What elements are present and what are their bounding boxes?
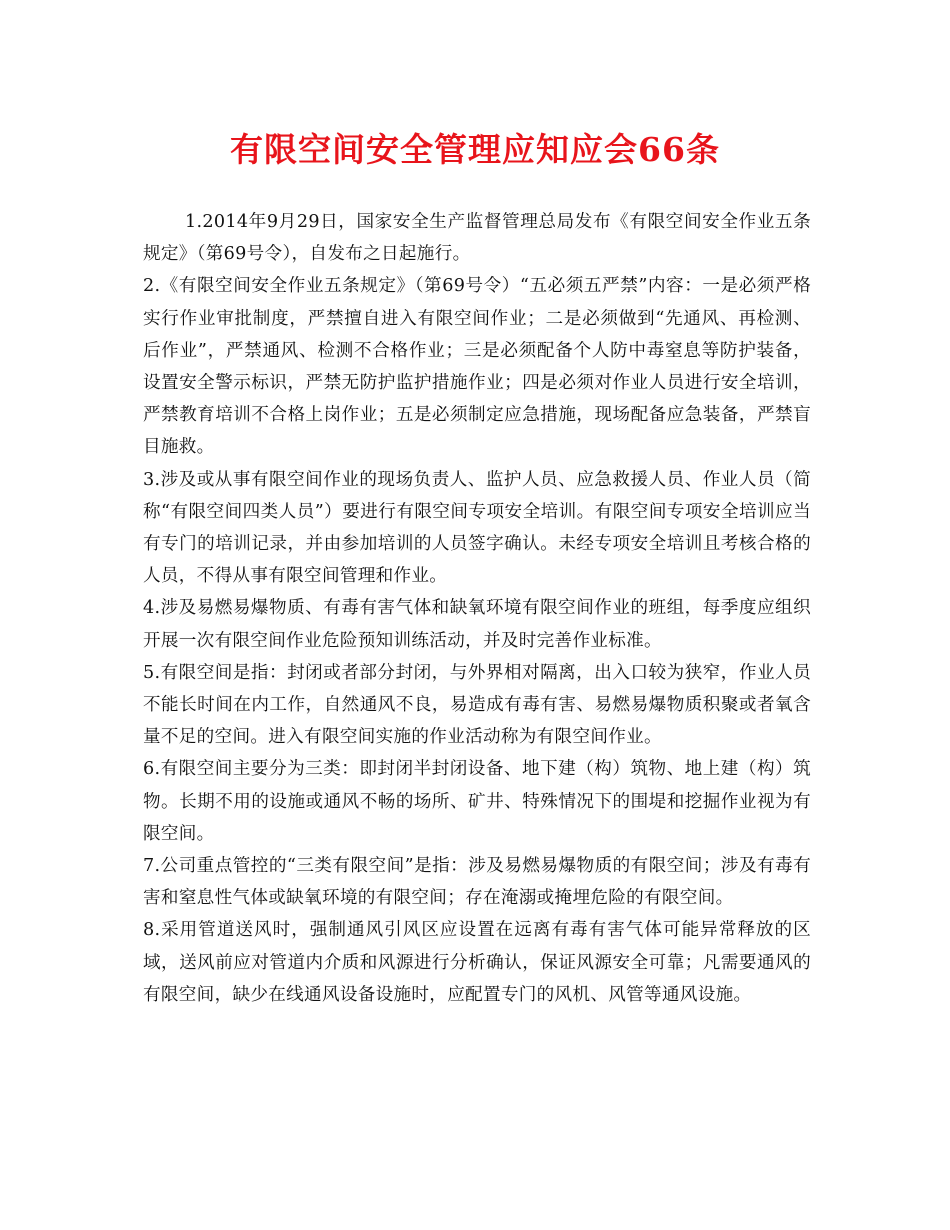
document-body	[143, 206, 811, 1011]
paragraph-1: 1.2014年9月29日，国家安全生产监督管理总局发布《有限空间安全作业五条规定》（第69号令），自发布之日起施行。	[143, 212, 811, 265]
paragraph-5: 5.有限空间是指：封闭或者部分封闭，与外界相对隔离，出入口较为狭窄，作业人员不能长时间在内工作，自然通风不良，易造成有毒有害、易燃易爆物质积聚或者氧含量不足的空间。进入有限空间实施的作业活动称为有限空间作业。	[143, 662, 811, 748]
paragraph-2: 2.《有限空间安全作业五条规定》（第69号令）“五必须五严禁”内容：一是必须严格实行作业审批制度，严禁擅自进入有限空间作业；二是必须做到“先通风、再检测、后作业”，严禁通风、检测不合格作业；三是必须配备个人防中毒窒息等防护装备，设置安全警示标识，严禁无防护监护措施作业；四是必须对作业人员进行安全培训，严禁教育培训不合格上岗作业；五是必须制定应急措施，现场配备应急装备，严禁盲目施救。	[143, 276, 811, 458]
paragraph-6: 6.有限空间主要分为三类：即封闭半封闭设备、地下建（构）筑物、地上建（构）筑物。长期不用的设施或通风不畅的场所、矿井、特殊情况下的围堤和挖掘作业视为有限空间。	[143, 759, 811, 844]
paragraph-8: 8.采用管道送风时，强制通风引风区应设置在远离有毒有害气体可能异常释放的区域，送风前应对管道内介质和风源进行分析确认，保证风源安全可靠；凡需要通风的有限空间，缺少在线通风设备设施时，应配置专门的风机、风管等通风设施。	[143, 920, 811, 1005]
paragraph-4: 4.涉及易燃易爆物质、有毒有害气体和缺氧环境有限空间作业的班组，每季度应组织开展一次有限空间作业危险预知训练活动，并及时完善作业标准。	[143, 598, 811, 651]
paragraph-3: 3.涉及或从事有限空间作业的现场负责人、监护人员、应急救援人员、作业人员（简称“有限空间四类人员”）要进行有限空间专项安全培训。有限空间专项安全培训应当有专门的培训记录，并由参加培训的人员签字确认。未经专项安全培训且考核合格的人员，不得从事有限空间管理和作业。	[143, 469, 811, 587]
document-title: 有限空间安全管理应知应会66条	[230, 130, 720, 169]
paragraph-7: 7.公司重点管控的“三类有限空间”是指：涉及易燃易爆物质的有限空间；涉及有毒有害和窒息性气体或缺氧环境的有限空间；存在淹溺或掩埋危险的有限空间。	[143, 856, 811, 909]
